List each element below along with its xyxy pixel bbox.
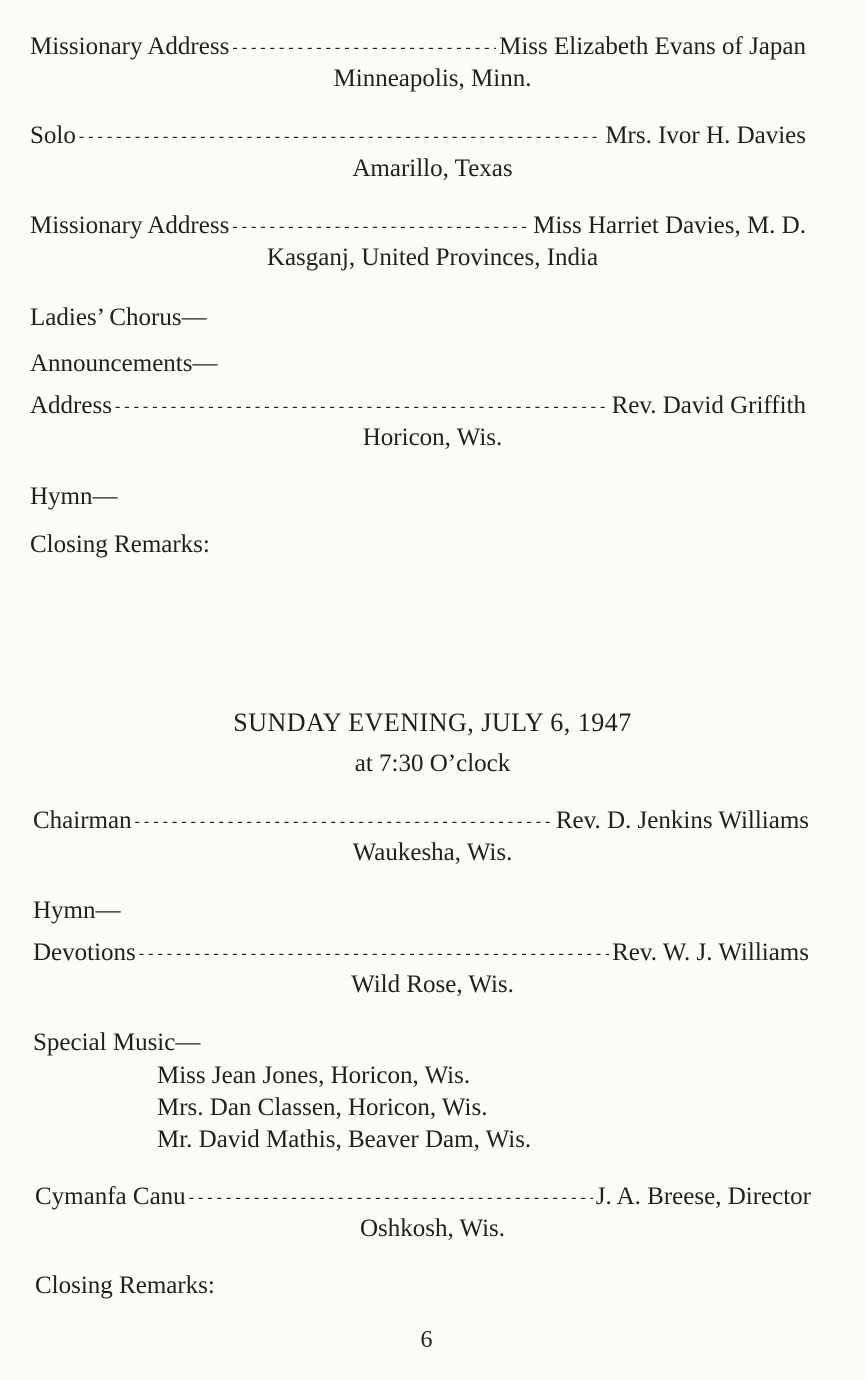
dotted-leader: [79, 121, 602, 151]
item-speaker: J. A. Breese, Director: [595, 1183, 811, 1210]
item-label: Missionary Address: [30, 212, 230, 239]
item-label: Devotions: [33, 939, 136, 966]
item-speaker: Rev. W. J. Williams: [612, 939, 809, 966]
program-item-evening-closing-remarks: Closing Remarks:: [35, 1272, 215, 1299]
section-time: at 7:30 O’clock: [354, 750, 511, 777]
program-item-announcements: Announcements—: [30, 350, 218, 377]
program-item-missionary-address-2: [30, 211, 806, 241]
program-item-missionary-address-1: [30, 32, 806, 62]
item-speaker: Miss Elizabeth Evans of Japan: [499, 33, 806, 60]
item-label: Missionary Address: [30, 33, 230, 60]
item-place: Amarillo, Texas: [352, 155, 513, 182]
program-item-cymanfa-canu: [35, 1182, 811, 1212]
performer-line: Mrs. Dan Classen, Horicon, Wis.: [157, 1094, 488, 1121]
item-label: Cymanfa Canu: [35, 1183, 186, 1210]
program-item-hymn: Hymn—: [30, 483, 118, 510]
item-place: Horicon, Wis.: [362, 424, 503, 451]
program-item-special-music: Special Music—: [33, 1029, 201, 1056]
program-item-address: [30, 391, 806, 421]
program-item-closing-remarks: Closing Remarks:: [30, 531, 210, 558]
item-speaker: Miss Harriet Davies, M. D.: [533, 212, 806, 239]
program-item-solo: [30, 121, 806, 151]
item-label: Chairman: [33, 807, 132, 834]
item-place: Waukesha, Wis.: [352, 839, 513, 866]
item-speaker: Rev. D. Jenkins Williams: [555, 807, 809, 834]
item-place: Minneapolis, Minn.: [333, 65, 532, 92]
dotted-leader: [189, 1182, 593, 1212]
performer-line: Miss Jean Jones, Horicon, Wis.: [157, 1062, 471, 1089]
dotted-leader: [139, 938, 609, 968]
item-label: Solo: [30, 122, 76, 149]
program-item-ladies-chorus: Ladies’ Chorus—: [30, 304, 207, 331]
dotted-leader: [115, 391, 609, 421]
page-number: 6: [420, 1327, 433, 1353]
item-label: Address: [30, 392, 112, 419]
item-speaker: Mrs. Ivor H. Davies: [605, 122, 806, 149]
item-speaker: Rev. David Griffith: [611, 392, 806, 419]
item-place: Kasganj, United Provinces, India: [266, 244, 599, 271]
section-heading: SUNDAY EVENING, JULY 6, 1947: [233, 708, 632, 737]
item-place: Oshkosh, Wis.: [359, 1215, 506, 1242]
dotted-leader: [135, 806, 553, 836]
program-item-chairman: [33, 806, 809, 836]
dotted-leader: [232, 32, 496, 62]
dotted-leader: [232, 211, 530, 241]
performer-line: Mr. David Mathis, Beaver Dam, Wis.: [157, 1126, 532, 1153]
item-place: Wild Rose, Wis.: [351, 971, 514, 998]
program-item-devotions: [33, 938, 809, 968]
program-item-evening-hymn: Hymn—: [33, 897, 121, 924]
